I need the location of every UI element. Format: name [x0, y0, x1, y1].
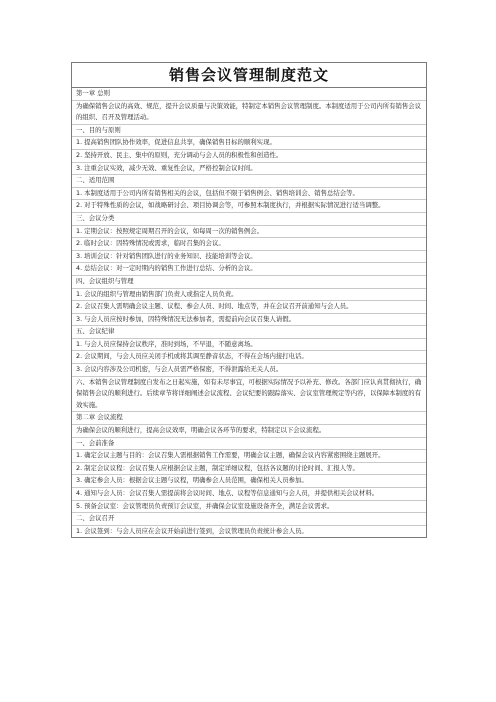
document-row: 2. 会议期间，与会人员应关闭手机或将其调至静音状态，不得在会场内接打电话。: [72, 351, 426, 364]
document-row: 2. 对于特殊性质的会议，如战略研讨会、项目协调会等，可参照本制度执行，并根据实际情况进行适当调整。: [72, 200, 426, 213]
document-row: 1. 提高销售团队协作效率，促进信息共享，确保销售目标的顺利实现。: [72, 137, 426, 150]
document-row: 2. 会议召集人需明确会议主题、议程、参会人员、时间、地点等，并在会议召开前通知与会人员。: [72, 301, 426, 314]
document-row: 3. 确定参会人员：根据会议主题与议程，明确参会人员范围，确保相关人员参加。: [72, 475, 426, 488]
document-row: 1. 与会人员应保持会议秩序，准时到场，不早退，不随意离场。: [72, 339, 426, 352]
document-row: 1. 定期会议：按照规定周期召开的会议，如每周一次的销售例会。: [72, 226, 426, 239]
page-title: 销售会议管理制度范文: [72, 63, 426, 88]
document-row: 为确保会议的顺利进行，提高会议效率，明确会议各环节的要求，特制定以下会议流程。: [72, 425, 426, 438]
document-row: 1. 本制度适用于公司内所有销售相关的会议，包括但不限于销售例会、销售培训会、销售总结会等。: [72, 188, 426, 201]
document-row: 二、会议召开: [72, 513, 426, 526]
document-row: 3. 培训会议：针对销售团队进行的业务知识、技能培训等会议。: [72, 251, 426, 264]
document-row: 2. 制定会议议程：会议召集人应根据会议主题，制定详细议程，包括各议题的讨论时间、汇报人等。: [72, 463, 426, 476]
document-row: 3. 与会人员应按时参加，因特殊情况无法参加者，需提前向会议召集人请假。: [72, 314, 426, 327]
document-row: 第二章 会议流程: [72, 412, 426, 425]
document-row: 第一章 总则: [72, 88, 426, 101]
document-row: 五、会议纪律: [72, 326, 426, 339]
document-body: [72, 88, 426, 537]
document-row: 2. 坚持开放、民主、集中的原则，充分调动与会人员的积极性和创造性。: [72, 150, 426, 163]
document-row: 3. 注重会议实效，减少无效、重复性会议，严格控制会议时间。: [72, 163, 426, 176]
document-row: 二、适用范围: [72, 175, 426, 188]
document-row: 三、会议分类: [72, 213, 426, 226]
document-row: 一、会前准备: [72, 438, 426, 451]
document-row: 1. 确定会议主题与目的：会议召集人需根据销售工作需要，明确会议主题，确保会议内容紧密围绕主题展开。: [72, 450, 426, 463]
document-row: 5. 预备会议室：会议管理员负责预订会议室，并确保会议室设施设备齐全，满足会议需求。: [72, 501, 426, 514]
document-page: [71, 62, 427, 538]
document-row: 1. 会议签到：与会人员应在会议开始前进行签到，会议管理员负责统计参会人员。: [76, 526, 308, 535]
document-row: 一、目的与原则: [72, 125, 426, 138]
document-row: 2. 临时会议：因特殊情况或需求，临时召集的会议。: [72, 238, 426, 251]
document-row: 3. 会议内容涉及公司机密，与会人员需严格保密，不得泄露给无关人员。: [72, 364, 426, 377]
document-row: 4. 总结会议：对一定时期内的销售工作进行总结、分析的会议。: [72, 263, 426, 276]
document-row: 1. 会议的组织与管理由销售部门负责人或指定人员负责。: [72, 289, 426, 302]
document-row: 为确保销售会议的高效、规范，提升会议质量与决策效能，特制定本销售会议管理制度。本制度适用于公司内所有销售会议的组织、召开及管理活动。: [72, 101, 426, 125]
document-row: 四、会议组织与管理: [72, 276, 426, 289]
document-row: 4. 通知与会人员：会议召集人需提前将会议时间、地点、议程等信息通知与会人员，并提供相关会议材料。: [72, 488, 426, 501]
document-row: 六、本销售会议管理制度自发布之日起实施，如有未尽事宜，可根据实际情况予以补充、修改。各部门应认真贯彻执行，确保销售会议的顺利进行。后续章节将详细阐述会议流程、会议纪要的跟踪落实、会议室管理规定等内容，以保障本制度的有效实施。: [72, 377, 426, 413]
